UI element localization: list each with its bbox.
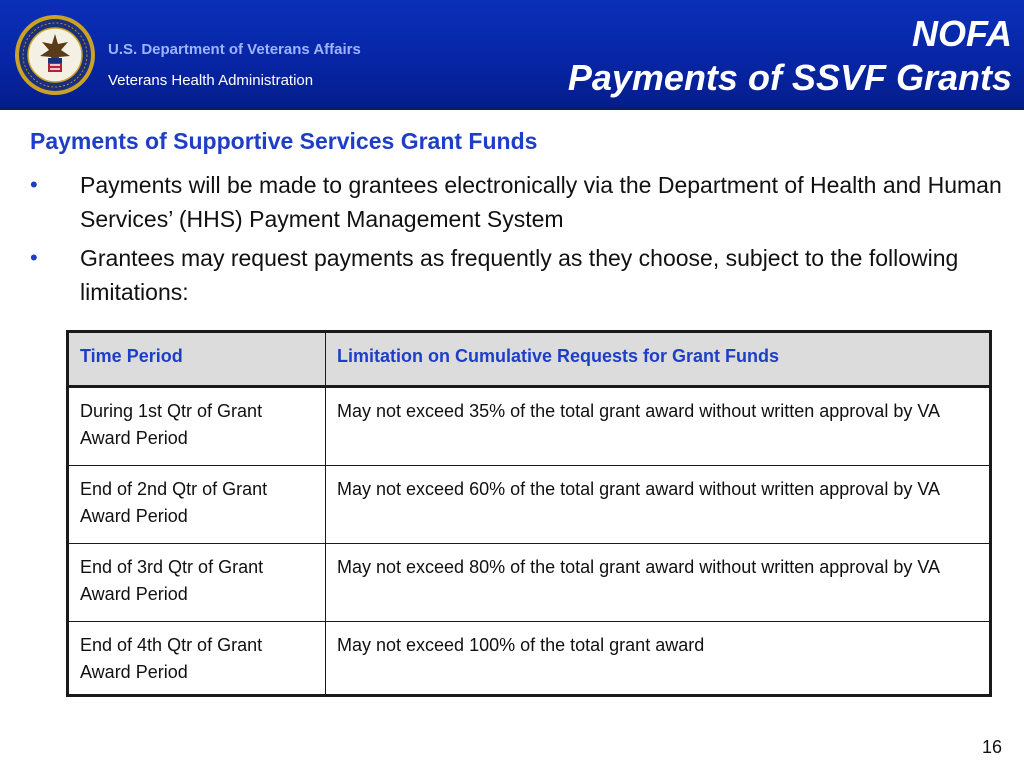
page-number: 16 [981, 737, 1002, 757]
slide-title-line1: NOFA [911, 13, 1012, 54]
table-row [68, 387, 991, 466]
bullet-list [30, 168, 1015, 314]
va-seal-icon [14, 14, 96, 96]
cell-limitation: May not exceed 100% of the total grant award [326, 622, 991, 696]
bullet-item [30, 168, 1015, 236]
bullet-icon: • [30, 245, 38, 270]
bullet-text: Grantees may request payments as frequently as they choose, subject to the following limitations: [80, 245, 959, 305]
org-name: U.S. Department of Veterans Affairs [108, 41, 361, 58]
table-row [68, 466, 991, 544]
bullet-item [30, 241, 1015, 309]
bullet-text: Payments will be made to grantees electronically via the Department of Health and Human Services’ (HHS) Payment Management System [80, 172, 1002, 232]
cell-time-period: End of 2nd Qtr of Grant Award Period [68, 466, 326, 544]
header-banner [0, 0, 1024, 110]
cell-time-period: During 1st Qtr of Grant Award Period [68, 387, 326, 466]
column-header-time-period: Time Period [68, 332, 326, 387]
slide-title [568, 12, 1012, 100]
table-row [68, 544, 991, 622]
table-row [68, 622, 991, 696]
cell-time-period: End of 4th Qtr of Grant Award Period [68, 622, 326, 696]
table-header-row [68, 332, 991, 387]
section-heading: Payments of Supportive Services Grant Funds [30, 128, 538, 154]
cell-limitation: May not exceed 35% of the total grant award without written approval by VA [326, 387, 991, 466]
cell-limitation: May not exceed 60% of the total grant award without written approval by VA [326, 466, 991, 544]
cell-limitation: May not exceed 80% of the total grant award without written approval by VA [326, 544, 991, 622]
payment-limits-table [66, 330, 992, 697]
org-subtitle: Veterans Health Administration [108, 72, 314, 89]
cell-time-period: End of 3rd Qtr of Grant Award Period [68, 544, 326, 622]
column-header-limitation: Limitation on Cumulative Requests for Grant Funds [326, 332, 991, 387]
bullet-icon: • [30, 172, 38, 197]
slide-title-line2: Payments of SSVF Grants [567, 57, 1012, 98]
